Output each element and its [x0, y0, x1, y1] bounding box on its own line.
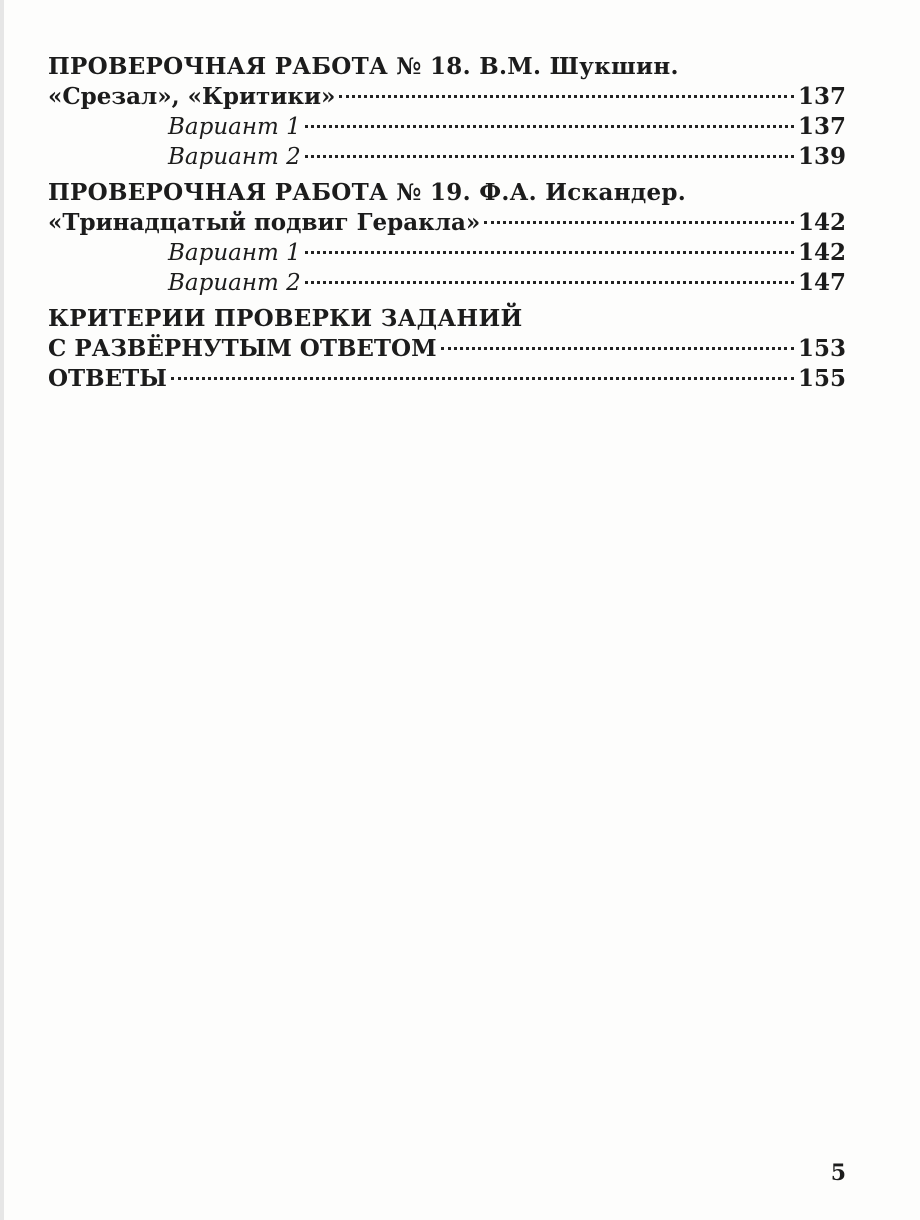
toc-entry-text: ОТВЕТЫ [48, 365, 167, 392]
toc-entry[interactable] [48, 364, 846, 394]
table-of-contents [48, 52, 846, 394]
toc-subentry[interactable] [48, 112, 846, 142]
leader-dots [305, 281, 794, 284]
toc-heading [48, 178, 846, 208]
leader-dots [305, 155, 794, 158]
toc-entry[interactable] [48, 334, 846, 364]
leader-dots [339, 95, 794, 98]
toc-subentry-text: Вариант 1 [168, 114, 301, 140]
toc-heading-text: ПРОВЕРОЧНАЯ РАБОТА № 19. Ф.А. Искандер. [48, 179, 687, 206]
toc-entry-text: «Тринадцатый подвиг Геракла» [48, 209, 481, 236]
toc-page-number: 142 [797, 239, 846, 266]
toc-subentry-text: Вариант 1 [168, 240, 301, 266]
leader-dots [484, 221, 794, 224]
toc-subentry[interactable] [48, 142, 846, 172]
toc-heading-text: КРИТЕРИИ ПРОВЕРКИ ЗАДАНИЙ [48, 305, 523, 332]
leader-dots [441, 347, 794, 350]
toc-heading [48, 304, 846, 334]
leader-dots [305, 125, 794, 128]
page-edge [0, 0, 4, 1220]
toc-page-number: 137 [797, 83, 846, 110]
toc-entry-text: «Срезал», «Критики» [48, 83, 336, 110]
toc-subentry-text: Вариант 2 [168, 270, 301, 296]
toc-page-number: 155 [797, 365, 846, 392]
toc-heading [48, 52, 846, 82]
toc-page-number: 147 [797, 269, 846, 296]
toc-page-number: 139 [797, 143, 846, 170]
toc-subentry-text: Вариант 2 [168, 144, 301, 170]
leader-dots [171, 377, 794, 380]
page-number: 5 [830, 1160, 846, 1186]
toc-entry[interactable] [48, 82, 846, 112]
toc-heading-text: ПРОВЕРОЧНАЯ РАБОТА № 18. В.М. Шукшин. [48, 53, 679, 80]
toc-page-number: 137 [797, 113, 846, 140]
toc-subentry[interactable] [48, 238, 846, 268]
toc-subentry[interactable] [48, 268, 846, 298]
toc-page-number: 142 [797, 209, 846, 236]
toc-page-number: 153 [797, 335, 846, 362]
toc-entry-text: С РАЗВЁРНУТЫМ ОТВЕТОМ [48, 335, 437, 362]
leader-dots [305, 251, 794, 254]
toc-entry[interactable] [48, 208, 846, 238]
